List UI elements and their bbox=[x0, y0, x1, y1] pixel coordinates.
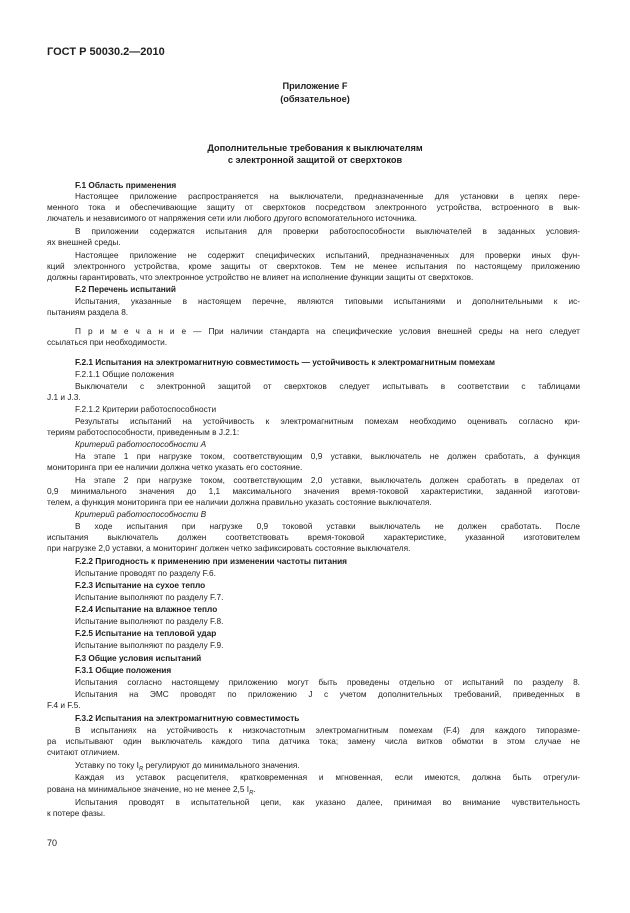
page-number: 70 bbox=[47, 838, 58, 848]
subsection-heading: F.2.1.1 Общие положения bbox=[75, 369, 175, 379]
section-heading: F.2.5 Испытание на тепловой удар bbox=[75, 628, 217, 638]
text-line: мониторинга при ее наличии должна четко указать его состояние. bbox=[47, 462, 303, 472]
text-line: Испытания на ЭМС проводят по приложению J с учетом дополнительных требований, приведенных в bbox=[75, 689, 580, 699]
text-line: лючатель и независимого от напряжения сети или любого другого вспомогательного источника. bbox=[47, 213, 417, 223]
criterion-heading: Критерий работоспособности В bbox=[75, 509, 207, 519]
text-line: испытания выключатель должен соответствовать время-токовой характеристике, указанной изготовителем bbox=[47, 532, 580, 542]
annex-label: Приложение F bbox=[282, 81, 348, 91]
text-line: Настоящее приложение распространяется на выключатели, предназначенные для установки в цепях пере- bbox=[75, 191, 580, 201]
text-line: Испытания, указанные в настоящем перечне, являются типовыми испытаниями и дополнительными к ис- bbox=[75, 296, 580, 306]
text-line: Каждая из уставок расцепителя, кратковременная и мгновенная, если имеются, должна быть отрегули- bbox=[75, 772, 580, 782]
text-line: пытаниям раздела 8. bbox=[47, 307, 129, 317]
text-line: Испытание проводят по разделу F.6. bbox=[75, 568, 216, 578]
note-line: ссылаться при необходимости. bbox=[47, 337, 168, 347]
text-line: F.4 и F.5. bbox=[47, 700, 81, 710]
text-line: должны гарантировать, что электронное устройство не влияет на исполнение функции защиты от сверхтоков. bbox=[47, 272, 474, 282]
text-line: 0,9 минимального значения до 1,1 максимального значения время-токовой характеристики, заданной изготови- bbox=[47, 486, 580, 496]
text-line: считают отличием. bbox=[47, 747, 120, 757]
text-line: ра испытывают один выключатель каждого типа датчика тока; замену числа витков обмотки в этом случае не bbox=[47, 736, 580, 746]
text-line: Результаты испытаний на устойчивость к электромагнитным помехам необходимо оценивать согласно кри- bbox=[75, 416, 580, 426]
text-line: В испытаниях на устойчивость к низкочастотным электромагнитным помехам (F.4) для каждого типоразме- bbox=[75, 725, 580, 735]
annex-status: (обязательное) bbox=[280, 94, 350, 104]
text-line: Уставку по току $I_R$ регулируют до минимального значения. bbox=[75, 760, 300, 773]
text-line: В ходе испытания при нагрузке 0,9 токовой уставки выключатель не должен сработать. После bbox=[75, 521, 580, 531]
text-line: териям работоспособности, приведенным в J.2.1: bbox=[47, 427, 240, 437]
annex-title-line-2: с электронной защитой от сверхтоков bbox=[227, 155, 403, 165]
text-line: В приложении содержатся испытания для проверки работоспособности выключателей в заданных условия- bbox=[75, 226, 580, 236]
text-line: Испытание выполняют по разделу F.9. bbox=[75, 640, 224, 650]
text-line: На этапе 1 при нагрузке током, соответствующим 0,9 уставки, выключатель не должен сработать, а функция bbox=[75, 451, 580, 461]
subsection-heading: F.2.1.2 Критерии работоспособности bbox=[75, 404, 217, 414]
text-line: телем, а функция мониторинга при ее наличии должна правильно указать состояние выключателя. bbox=[47, 497, 432, 507]
text-line: Настоящее приложение не содержит специфических испытаний, предназначенных для проверки иных фун- bbox=[75, 250, 580, 260]
section-heading: F.3.1 Общие положения bbox=[75, 665, 172, 675]
section-heading: F.3 Общие условия испытаний bbox=[75, 653, 202, 663]
text-line: Испытание выполняют по разделу F.7. bbox=[75, 592, 224, 602]
text-line: Испытания проводят в испытательной цепи, как указано далее, принимая во внимание чувствительность bbox=[75, 797, 580, 807]
text-line: при нагрузке 2,0 уставки, а мониторинг должен четко зафиксировать состояние выключателя. bbox=[47, 543, 411, 553]
text-line: к потере фазы. bbox=[47, 808, 106, 818]
text-line: Испытание выполняют по разделу F.8. bbox=[75, 616, 224, 626]
section-heading: F.2.4 Испытание на влажное тепло bbox=[75, 604, 218, 614]
section-heading: F.2.2 Пригодность к применению при изменении частоты питания bbox=[75, 556, 348, 566]
text-line: На этапе 2 при нагрузке током, соответствующим 2,0 уставки, выключатель должен сработать в пределах от bbox=[75, 475, 580, 485]
note-line: П р и м е ч а н и е — При наличии стандарта на специфические условия внешней среды на него следует bbox=[75, 326, 580, 336]
document-header: ГОСТ Р 50030.2—2010 bbox=[47, 46, 165, 58]
text-line: рована на минимальное значение, но не менее 2,5 $I_R$. bbox=[47, 784, 256, 797]
text-line: ях внешней среды. bbox=[47, 237, 121, 247]
section-heading: F.2 Перечень испытаний bbox=[75, 284, 176, 294]
annex-title-line-1: Дополнительные требования к выключателям bbox=[207, 143, 423, 153]
text-line: кций электронного устройства, кроме защиты от сверхтоков. Тем не менее испытания по настоящему приложению bbox=[47, 261, 580, 271]
section-heading: F.3.2 Испытания на электромагнитную совместимость bbox=[75, 713, 300, 723]
text-line: J.1 и J.3. bbox=[47, 392, 81, 402]
section-heading: F.2.3 Испытание на сухое тепло bbox=[75, 580, 206, 590]
criterion-heading: Критерий работоспособности А bbox=[75, 439, 207, 449]
text-line: Выключатели с электронной защитой от сверхтоков следует испытывать в соответствии с таблицами bbox=[75, 381, 580, 391]
section-heading: F.2.1 Испытания на электромагнитную совместимость — устойчивость к электромагнитным помехам bbox=[75, 357, 496, 367]
section-heading: F.1 Область применения bbox=[75, 180, 177, 190]
text-line: менного тока и обеспечивающие защиту от сверхтоков посредством электронного устройства, встроенного в вык- bbox=[47, 202, 580, 212]
text-line: Испытания согласно настоящему приложению могут быть проведены отдельно от испытаний по разделу 8. bbox=[75, 677, 580, 687]
